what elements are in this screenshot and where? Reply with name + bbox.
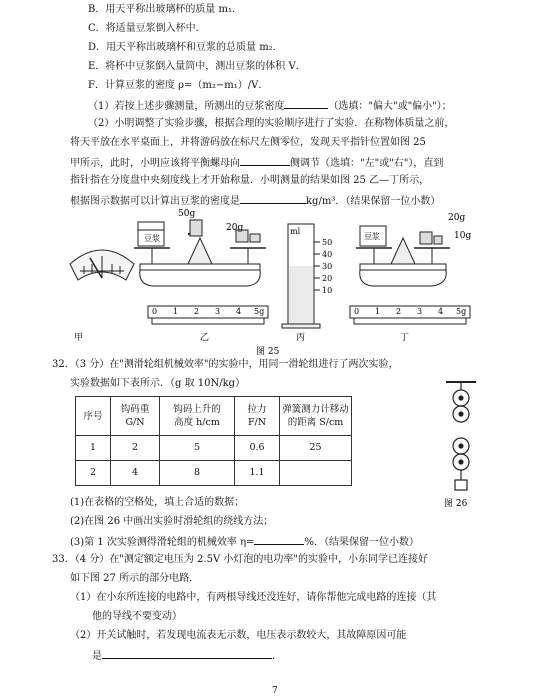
step-c: C．将适量豆浆倒入杯中．: [88, 23, 206, 34]
q32-line2: 实验数据如下表所示．（g 取 10N/kg）: [70, 378, 246, 389]
svg-text:3: 3: [215, 307, 221, 316]
step-d: D．用天平称出玻璃杯和豆浆的总质量 m₂．: [88, 42, 283, 53]
header-cell: 拉力 F/N: [235, 397, 280, 436]
svg-text:2: 2: [194, 307, 200, 316]
q32-sub1: (1)在表格的空格处，填上合适的数据；: [70, 497, 245, 508]
label-ding: 丁: [400, 333, 410, 343]
svg-text:50: 50: [322, 238, 333, 247]
q33-line1: 33．（4 分）在"测定额定电压为 2.5V 小灯泡的电功率"的实验中，小东同学已连接好: [52, 554, 428, 565]
svg-text:20: 20: [322, 274, 333, 283]
pulley-data-table: [75, 396, 352, 486]
cylinder-unit: ml: [290, 227, 301, 236]
svg-text:4: 4: [438, 307, 444, 316]
figure-25-caption: 图 25: [256, 347, 280, 356]
q33-sub1-line2: 他的导线不要变动）: [92, 611, 182, 622]
q31-part2-line4: 指针指在分度盘中央刻度线上才开始称量．小明测量的结果如图 25 乙—丁所示，: [70, 175, 430, 186]
step-e: E．将杯中豆浆倒入量筒中，测出豆浆的体积 V．: [88, 61, 306, 72]
step-b: B．用天平称出玻璃杯的质量 m₁．: [88, 4, 243, 15]
weight-50g-label: 50g: [178, 209, 196, 219]
balance-dial-jia: [70, 250, 134, 280]
svg-text:30: 30: [322, 262, 333, 271]
answer-blank: [240, 155, 290, 166]
header-cell: 序号: [76, 397, 111, 436]
answer-blank: [284, 98, 328, 109]
table-row: 2 4 8 1.1: [76, 461, 352, 486]
svg-text:10: 10: [322, 286, 333, 295]
svg-text:3: 3: [417, 307, 423, 316]
q31-part2-line1: （2）小明调整了实验步骤，根据合理的实验顺序进行了实验．在称物体质量之前，: [88, 118, 455, 129]
svg-text:40: 40: [322, 250, 333, 259]
q32-sub3: (3)第 1 次实验测得滑轮组的机械效率 η= %．（结果保留一位小数）: [70, 534, 419, 550]
label-bing: 丙: [296, 333, 306, 343]
answer-blank: [240, 193, 306, 204]
beaker-label-ding: 豆浆: [364, 232, 380, 241]
svg-text:5g: 5g: [456, 307, 467, 316]
weight-20g-label-ding: 20g: [448, 213, 466, 223]
label-yi: 乙: [200, 333, 210, 343]
svg-text:0: 0: [354, 307, 360, 316]
step-f: F．计算豆浆的密度 ρ=（m₂−m₁）/V．: [88, 80, 269, 91]
q31-part2-line2: 将天平放在水平桌面上，并将游码放在标尺左侧零位，发现天平指针位置如图 25: [70, 137, 426, 148]
label-jia: 甲: [74, 333, 84, 343]
svg-text:1: 1: [173, 307, 179, 316]
header-cell: 钩码重 G/N: [111, 397, 160, 436]
q31-part2-line5: 根据图示数据可以计算出豆浆的密度是 kg/m³．（结果保留一位小数）: [70, 193, 440, 209]
header-cell: 弹簧测力计移动 的距离 S/cm: [280, 397, 352, 436]
svg-text:2: 2: [396, 307, 402, 316]
header-cell: 钩码上升的 高度 h/cm: [160, 397, 235, 436]
q33-sub2-line2: 是 ．: [92, 648, 282, 664]
q31-part1: （1）若按上述步骤测量，所测出的豆浆密度 （选填："偏大"或"偏小"）；: [88, 98, 452, 114]
q31-part2-line3: 甲所示，此时，小明应该将平衡螺母向 侧调节（选填："左"或"右"），直到: [70, 155, 443, 171]
figure-26-caption: 图 26: [444, 499, 468, 509]
page-number: 7: [272, 686, 278, 696]
figure-26-pulley: [436, 380, 492, 510]
table-header-row: [76, 397, 352, 436]
svg-text:1: 1: [375, 307, 381, 316]
answer-blank: [254, 534, 304, 545]
answer-blank: [102, 648, 272, 659]
figure-25: [60, 208, 520, 356]
q33-sub1-line1: （1）在小东所连接的电路中，有两根导线还没连好，请你帮他完成电路的连接（其: [70, 592, 437, 603]
beaker-label-yi: 豆浆: [144, 234, 160, 243]
weight-20g-label-yi: 20g: [226, 223, 244, 233]
svg-text:4: 4: [236, 307, 242, 316]
q32-line1: 32．（3 分）在"测滑轮组机械效率"的实验中，用同一滑轮组进行了两次实验，: [52, 359, 399, 370]
q33-line2: 如下图 27 所示的部分电路．: [70, 573, 200, 584]
measuring-cylinder: [282, 224, 320, 328]
q33-sub2-line1: （2）开关试触时，若发现电流表无示数，电压表示数较大，其故障原因可能: [70, 630, 407, 641]
table-row: 1 2 5 0.6 25: [76, 436, 352, 461]
cylinder-ticks: [322, 238, 332, 295]
svg-text:0: 0: [152, 307, 158, 316]
svg-text:5g: 5g: [254, 307, 265, 316]
weight-10g-label: 10g: [454, 231, 472, 241]
q32-sub2: (2)在图 26 中画出实验时滑轮组的绕线方法；: [70, 516, 274, 527]
